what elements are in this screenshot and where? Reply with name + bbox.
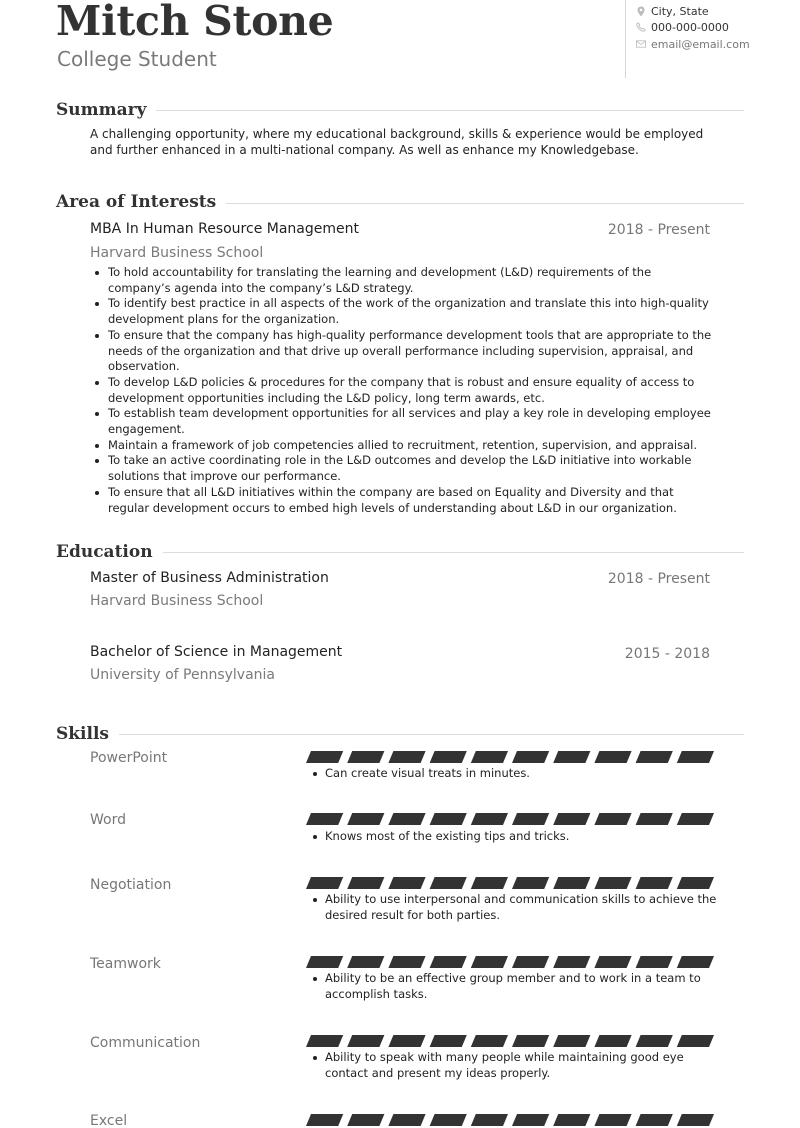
skill-bar-segment [512, 877, 549, 889]
interest-bullet-list [90, 265, 715, 516]
interest-title: MBA In Human Resource Management [90, 221, 359, 237]
education-degree-1: Master of Business Administration [90, 570, 329, 586]
mail-icon [636, 38, 646, 50]
summary-text: A challenging opportunity, where my educational background, skills & experience would be employed and further enhanced in a multi-national company. As well as enhance my Knowledgebase. [90, 127, 704, 157]
skill-bar-segment [594, 1114, 631, 1126]
contact-block [625, 0, 800, 78]
skill-bar-segment [347, 1035, 384, 1047]
skill-bar-segment [347, 1114, 384, 1126]
skill-bar-segment [553, 751, 590, 763]
skill-bar-segment [430, 877, 467, 889]
education-dates-1: 2018 - Present [607, 571, 710, 587]
skill-bar-segment [388, 1114, 425, 1126]
skill-desc-word [307, 829, 717, 845]
list-item: Ability to speak with many people while maintaining good eye contact and present my ideas properly. [307, 1050, 717, 1081]
skill-bar-segment [636, 1114, 673, 1126]
skill-desc-communication [307, 1050, 717, 1081]
skill-name-negotiation: Negotiation [90, 877, 172, 893]
skill-bar-segment [594, 877, 631, 889]
resume-role: College Student [57, 47, 217, 71]
education-school-1: Harvard Business School [90, 593, 264, 609]
skill-bar-segment [306, 1035, 343, 1047]
skill-bar-segment [594, 1035, 631, 1047]
skill-rating-bar [306, 1035, 714, 1047]
list-item: To take an active coordinating role in the L&D outcomes and develop the L&D initiative into workable solutions that improve our performance. [90, 453, 715, 484]
skill-bar-segment [512, 751, 549, 763]
skill-bar-segment [512, 1035, 549, 1047]
skill-rating-bar [306, 956, 714, 968]
education-degree-2: Bachelor of Science in Management [90, 644, 343, 660]
interests-heading: Area of Interests [56, 191, 226, 213]
skill-bar-segment [388, 877, 425, 889]
skill-bar-segment [636, 751, 673, 763]
skill-bar-segment [553, 1035, 590, 1047]
skill-name-word: Word [90, 812, 126, 828]
skill-desc-negotiation [307, 892, 717, 923]
education-heading: Education [56, 541, 163, 563]
contact-location-text: City, State [651, 4, 709, 18]
skill-bar-segment [471, 1114, 508, 1126]
skill-bar-segment [430, 1035, 467, 1047]
skill-bar-segment [306, 1114, 343, 1126]
skill-rating-bar [306, 813, 714, 825]
skill-bar-segment [553, 877, 590, 889]
skills-divider [56, 734, 744, 735]
skill-bar-segment [430, 751, 467, 763]
skill-desc-teamwork [307, 971, 717, 1002]
interest-org: Harvard Business School [90, 245, 264, 261]
skill-bar-segment [347, 813, 384, 825]
location-pin-icon [636, 5, 646, 17]
skill-bar-segment [430, 1114, 467, 1126]
contact-email[interactable] [636, 36, 750, 52]
skill-bar-segment [553, 1114, 590, 1126]
skill-bar-segment [594, 813, 631, 825]
list-item: To identify best practice in all aspects of the work of the organization and translate this into high-quality development plans for the organization. [90, 296, 715, 327]
skill-name-excel: Excel [90, 1113, 128, 1128]
skill-bar-segment [677, 751, 714, 763]
phone-icon [636, 21, 646, 33]
list-item: To hold accountability for translating the learning and development (L&D) requirements of the company’s agenda into the company’s L&D strategy. [90, 265, 715, 296]
skill-bar-segment [677, 956, 714, 968]
skill-bar-segment [512, 1114, 549, 1126]
skill-bar-segment [388, 813, 425, 825]
skills-heading: Skills [56, 723, 119, 745]
skill-bar-segment [388, 1035, 425, 1047]
skill-bar-segment [553, 956, 590, 968]
list-item: Ability to be an effective group member and to work in a team to accomplish tasks. [307, 971, 717, 1002]
education-dates-2: 2015 - 2018 [624, 646, 710, 662]
skill-rating-bar [306, 877, 714, 889]
skill-bar-segment [512, 956, 549, 968]
skill-rating-bar [306, 751, 714, 763]
list-item: To ensure that all L&D initiatives within the company are based on Equality and Diversity and that regular development occurs to embed high levels of understanding about L&D in our organization. [90, 485, 715, 516]
skill-bar-segment [594, 751, 631, 763]
skill-bar-segment [471, 877, 508, 889]
skill-bar-segment [594, 956, 631, 968]
resume-name: Mitch Stone [56, 0, 334, 45]
contact-phone-text: 000-000-0000 [651, 20, 729, 34]
skill-bar-segment [471, 751, 508, 763]
skill-bar-segment [471, 1035, 508, 1047]
skill-bar-segment [512, 813, 549, 825]
skill-desc-powerpoint [307, 766, 717, 782]
skill-bar-segment [471, 813, 508, 825]
skill-bar-segment [347, 956, 384, 968]
skill-bar-segment [677, 1114, 714, 1126]
list-item: To ensure that the company has high-quality performance development tools that are appropriate to the needs of the organization and that drive up overall performance including supervision, appraisal, and observation. [90, 328, 715, 375]
contact-location [636, 3, 709, 19]
summary-divider [56, 110, 744, 111]
skill-name-teamwork: Teamwork [90, 956, 161, 972]
skill-bar-segment [347, 877, 384, 889]
contact-phone [636, 19, 729, 35]
skill-bar-segment [388, 956, 425, 968]
list-item: To establish team development opportunities for all services and play a key role in developing employee engagement. [90, 406, 715, 437]
skill-rating-bar [306, 1114, 714, 1126]
skill-bar-segment [636, 1035, 673, 1047]
list-item: To develop L&D policies & procedures for the company that is robust and ensure equality of access to development opportunities including the L&D policy, long term awards, etc. [90, 375, 715, 406]
skill-bar-segment [306, 956, 343, 968]
skill-name-powerpoint: PowerPoint [90, 750, 168, 766]
contact-email-text: email@email.com [651, 37, 750, 51]
skill-bar-segment [430, 813, 467, 825]
skill-bar-segment [471, 956, 508, 968]
skill-name-communication: Communication [90, 1035, 201, 1051]
list-item: Knows most of the existing tips and tricks. [307, 829, 717, 845]
skill-bar-segment [677, 813, 714, 825]
skill-bar-segment [636, 877, 673, 889]
list-item: Maintain a framework of job competencies allied to recruitment, retention, supervision, and appraisal. [90, 438, 715, 454]
list-item: Ability to use interpersonal and communication skills to achieve the desired result for both parties. [307, 892, 717, 923]
skill-bar-segment [306, 877, 343, 889]
skill-bar-segment [306, 751, 343, 763]
interest-dates: 2018 - Present [607, 222, 710, 238]
skill-bar-segment [430, 956, 467, 968]
education-school-2: University of Pennsylvania [90, 667, 275, 683]
summary-heading: Summary [56, 99, 156, 121]
skill-bar-segment [388, 751, 425, 763]
skill-bar-segment [677, 877, 714, 889]
skill-bar-segment [553, 813, 590, 825]
skill-bar-segment [306, 813, 343, 825]
skill-bar-segment [636, 956, 673, 968]
skill-bar-segment [347, 751, 384, 763]
skill-bar-segment [636, 813, 673, 825]
list-item: Can create visual treats in minutes. [307, 766, 717, 782]
skill-bar-segment [677, 1035, 714, 1047]
